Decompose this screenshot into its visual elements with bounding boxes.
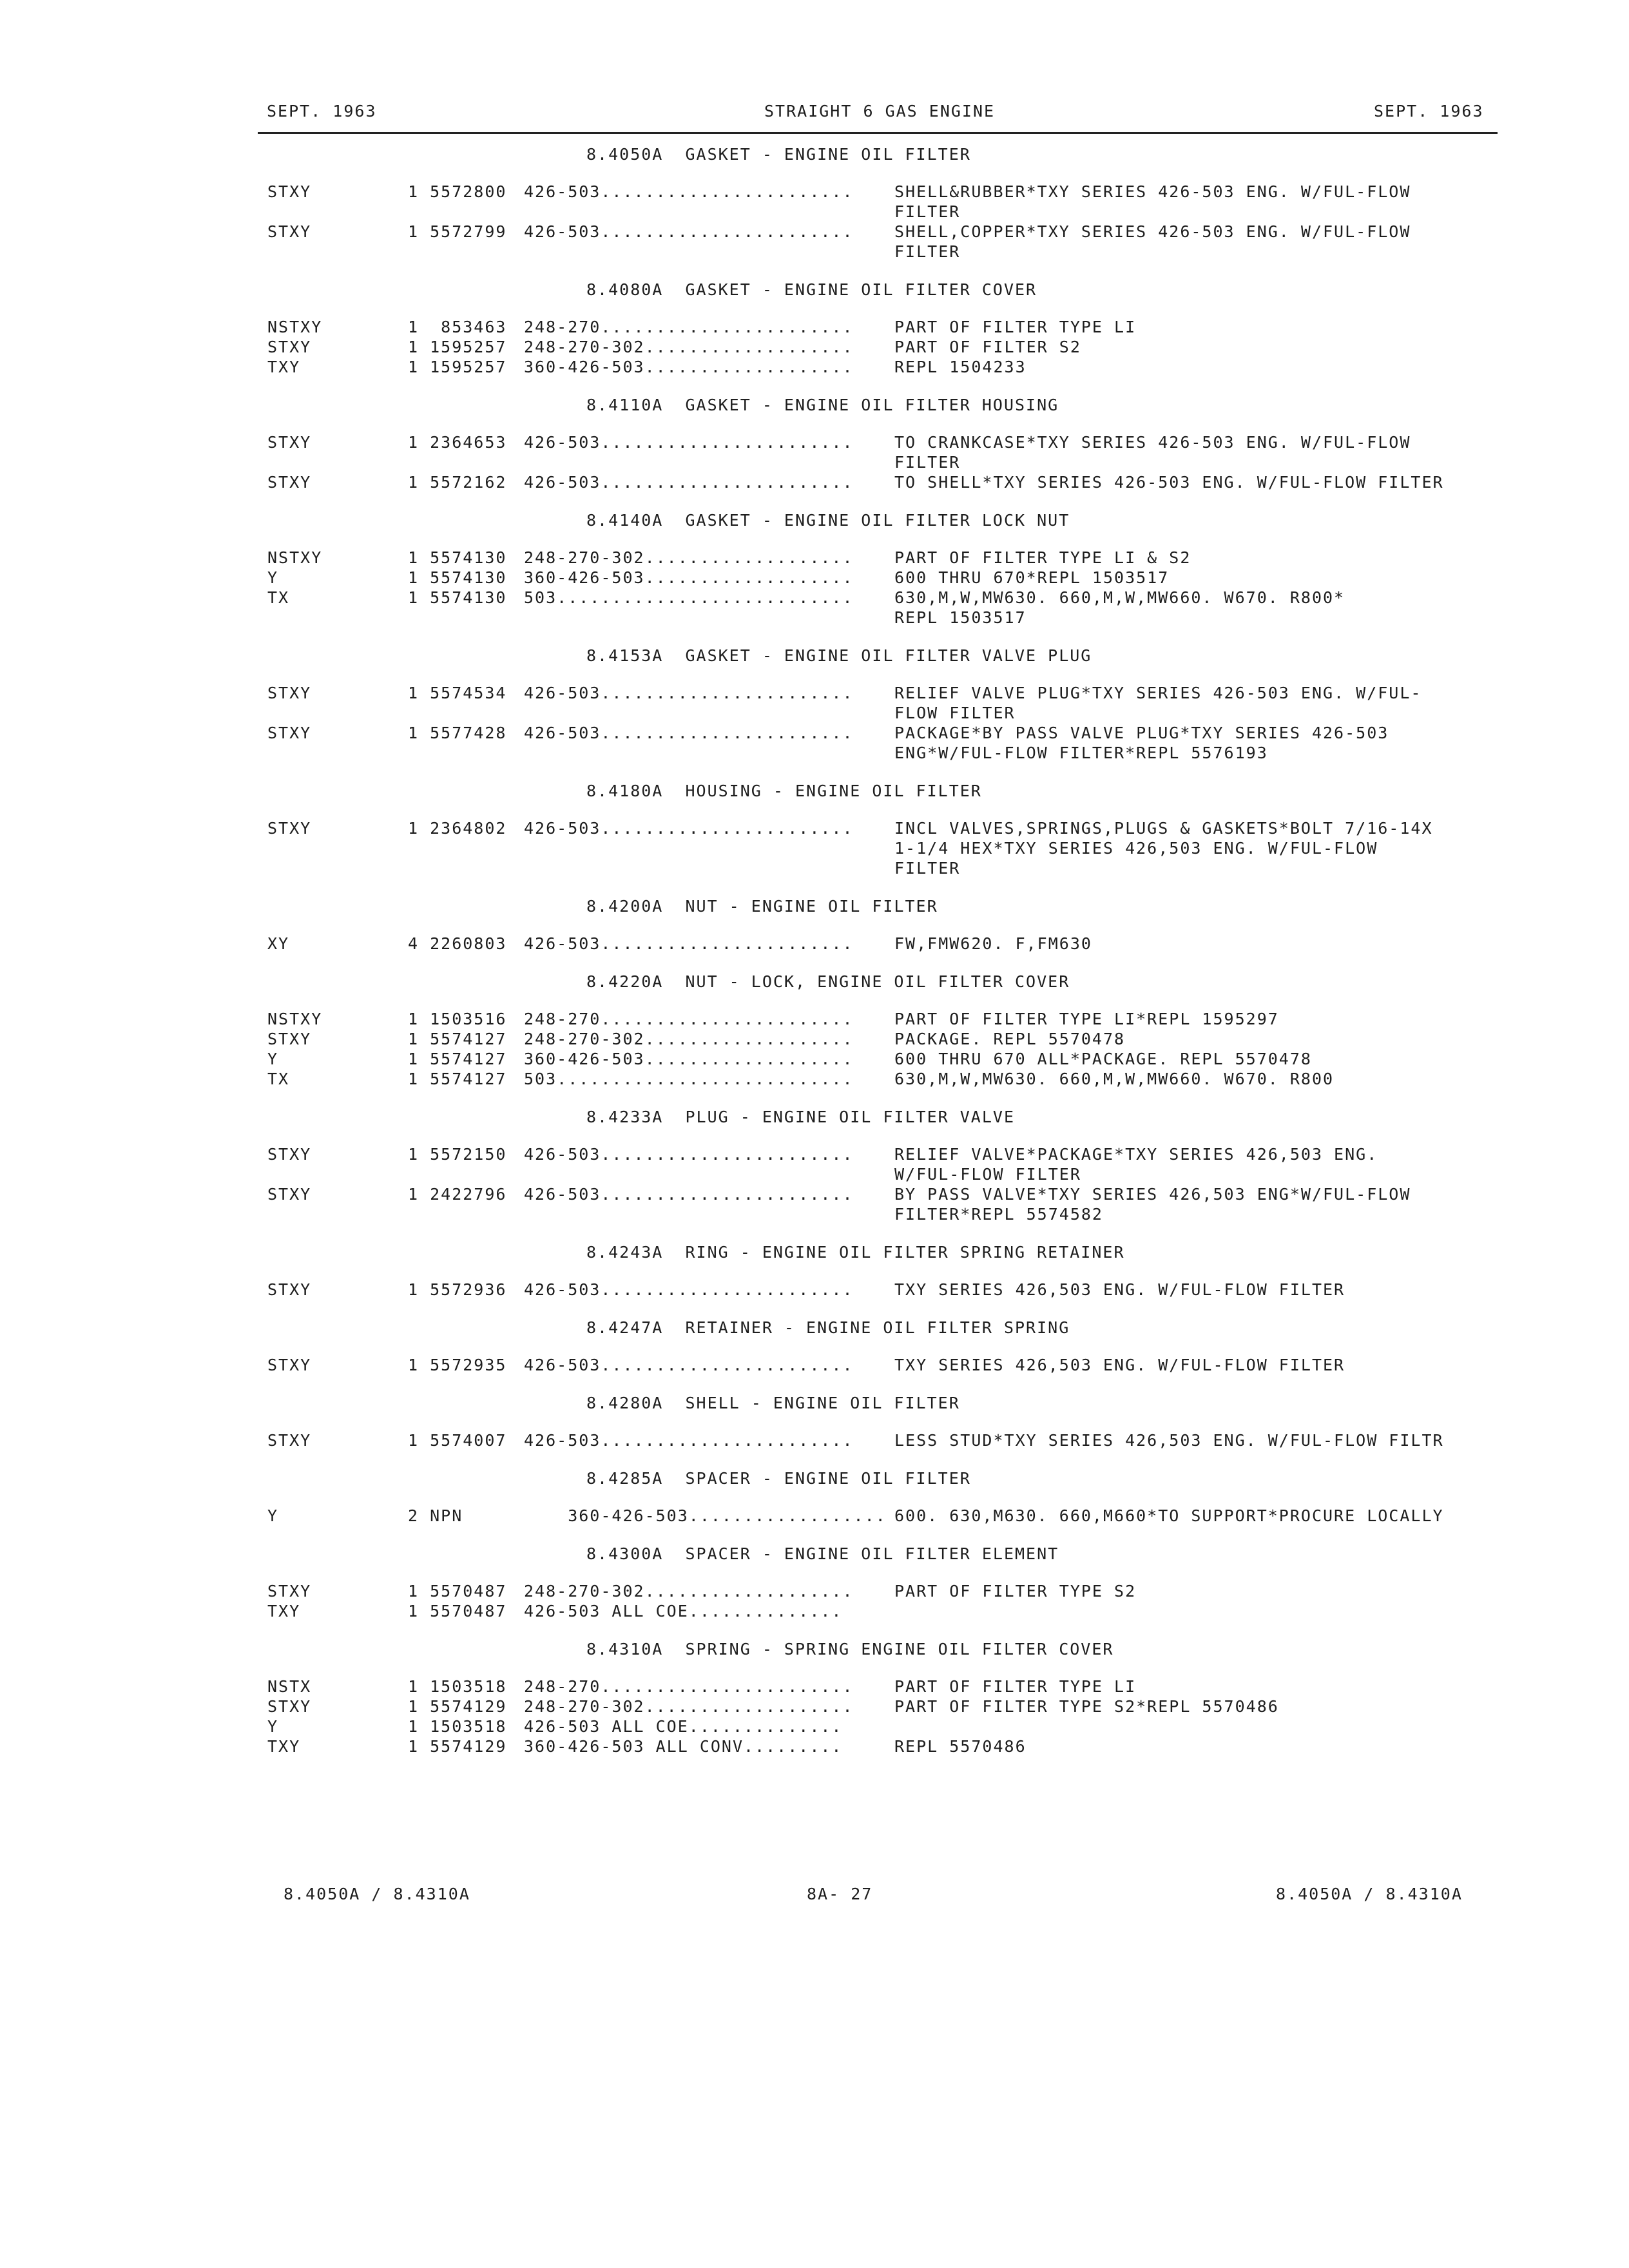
part-entry-row (0, 568, 1629, 588)
model-code: Y (267, 1506, 279, 1525)
part-description: 630,M,W,MW630. 660,M,W,MW660. W670. R800* (894, 588, 1345, 607)
section-spacer (0, 377, 1629, 392)
application-range: 426-503....................... (524, 1431, 854, 1450)
description-continuation: FILTER (894, 859, 961, 878)
section-title: 8.4280A SHELL - ENGINE OIL FILTER (586, 1394, 960, 1412)
application-range: 426-503....................... (524, 1356, 854, 1374)
part-entry (0, 818, 1629, 878)
part-description: TXY SERIES 426,503 ENG. W/FUL-FLOW FILTER (894, 1356, 1345, 1374)
part-description (894, 1601, 1497, 1621)
section-spacer (0, 954, 1629, 969)
section-title: 8.4310A SPRING - SPRING ENGINE OIL FILTER COVER (586, 1640, 1114, 1658)
part-description: BY PASS VALVE*TXY SERIES 426,503 ENG*W/FUL-FLOW (894, 1185, 1411, 1204)
section-title: 8.4243A RING - ENGINE OIL FILTER SPRING RETAINER (586, 1243, 1125, 1262)
application-range: 426-503 ALL COE.............. (524, 1717, 843, 1736)
model-code: STXY (267, 684, 312, 702)
section-spacer (0, 492, 1629, 508)
part-section (0, 1541, 1629, 1637)
quantity-part-number: 1 5574127 (408, 1070, 507, 1088)
part-entry (0, 568, 1629, 588)
model-code: STXY (267, 724, 312, 742)
quantity-part-number: 1 1503516 (408, 1010, 507, 1028)
application-range: 426-503....................... (524, 1280, 854, 1299)
part-entry (0, 723, 1629, 763)
quantity-part-number: 1 5574127 (408, 1050, 507, 1068)
part-description: RELIEF VALVE PLUG*TXY SERIES 426-503 ENG. W/FUL- (894, 684, 1422, 702)
model-code: NSTXY (267, 318, 323, 336)
part-entry (0, 1581, 1629, 1601)
part-entry (0, 1355, 1629, 1375)
section-title: 8.4220A NUT - LOCK, ENGINE OIL FILTER COVER (586, 972, 1070, 991)
part-section (0, 142, 1629, 277)
part-entry-row (0, 588, 1629, 608)
model-code: NSTXY (267, 548, 323, 567)
part-entry-row (0, 1696, 1629, 1716)
model-code: NSTX (267, 1677, 312, 1696)
quantity-part-number: 1 5570487 (408, 1602, 507, 1620)
part-entry-row (0, 222, 1629, 242)
part-entry (0, 934, 1629, 954)
part-description: 600 THRU 670 ALL*PACKAGE. REPL 5570478 (894, 1050, 1312, 1068)
part-description: TO CRANKCASE*TXY SERIES 426-503 ENG. W/FUL-FLOW (894, 433, 1411, 452)
part-section (0, 1390, 1629, 1466)
part-description: 600. 630,M630. 660,M660*TO SUPPORT*PROCURE LOCALLY (894, 1506, 1444, 1525)
part-entry (0, 1736, 1629, 1756)
model-code: STXY (267, 433, 312, 452)
part-description: REPL 5570486 (894, 1737, 1027, 1756)
section-spacer (0, 1756, 1629, 1772)
application-range: 426-503....................... (524, 473, 854, 492)
quantity-part-number: 1 5570487 (408, 1582, 507, 1600)
application-range: 503........................... (524, 588, 854, 607)
description-continuation: FLOW FILTER (894, 704, 1016, 722)
model-code: STXY (267, 1030, 312, 1048)
part-description: INCL VALVES,SPRINGS,PLUGS & GASKETS*BOLT 7/16-14X (894, 819, 1433, 838)
part-description: PART OF FILTER TYPE LI*REPL 1595297 (894, 1010, 1279, 1028)
parts-sections (0, 142, 1629, 1772)
quantity-part-number: 1 5574129 (408, 1737, 507, 1756)
header-title: STRAIGHT 6 GAS ENGINE (764, 102, 996, 120)
model-code: STXY (267, 819, 312, 838)
part-entry-row (0, 1009, 1629, 1029)
part-entry-row (0, 818, 1629, 838)
part-section (0, 1240, 1629, 1315)
part-entry (0, 1280, 1629, 1300)
header-date-left: SEPT. 1963 (267, 102, 377, 120)
section-spacer (0, 1089, 1629, 1104)
part-section (0, 277, 1629, 392)
quantity-part-number: 2 NPN (408, 1506, 463, 1525)
application-range: 248-270-302................... (524, 338, 854, 356)
part-entry (0, 337, 1629, 357)
part-description: PART OF FILTER TYPE LI (894, 318, 1137, 336)
part-entry-row (0, 317, 1629, 337)
part-description: FW,FMW620. F,FM630 (894, 934, 1092, 953)
part-description: SHELL&RUBBER*TXY SERIES 426-503 ENG. W/FUL-FLOW (894, 182, 1411, 201)
part-description: 600 THRU 670*REPL 1503517 (894, 568, 1170, 587)
model-code: TXY (267, 358, 301, 376)
part-entry (0, 182, 1629, 222)
quantity-part-number: 1 2364802 (408, 819, 507, 838)
description-continuation: 1-1/4 HEX*TXY SERIES 426,503 ENG. W/FUL-FLOW (894, 839, 1378, 858)
part-entry (0, 222, 1629, 262)
part-entry-row (0, 1601, 1629, 1621)
part-entry-row (0, 1716, 1629, 1736)
application-range: 426-503....................... (524, 684, 854, 702)
part-section (0, 778, 1629, 894)
part-description: PACKAGE*BY PASS VALVE PLUG*TXY SERIES 426-503 (894, 724, 1389, 742)
part-description: LESS STUD*TXY SERIES 426,503 ENG. W/FUL-FLOW FILTR (894, 1431, 1444, 1450)
section-spacer (0, 1450, 1629, 1466)
part-entry (0, 1430, 1629, 1450)
application-range: 248-270-302................... (524, 1697, 854, 1716)
part-description: SHELL,COPPER*TXY SERIES 426-503 ENG. W/FUL-FLOW (894, 222, 1411, 241)
model-code: TXY (267, 1737, 301, 1756)
application-range: 426-503....................... (524, 1185, 854, 1204)
part-entry (0, 1029, 1629, 1049)
description-continuation: FILTER (894, 202, 961, 221)
description-continuation: FILTER*REPL 5574582 (894, 1205, 1103, 1224)
part-entry-row (0, 548, 1629, 568)
part-description: PACKAGE. REPL 5570478 (894, 1030, 1126, 1048)
part-entry-row (0, 1736, 1629, 1756)
section-title: 8.4300A SPACER - ENGINE OIL FILTER ELEMENT (586, 1544, 1059, 1563)
description-continuation: ENG*W/FUL-FLOW FILTER*REPL 5576193 (894, 744, 1268, 762)
application-range: 426-503....................... (524, 934, 854, 953)
description-continuation: REPL 1503517 (894, 608, 1027, 627)
section-spacer (0, 1621, 1629, 1637)
application-range: 360-426-503................... (524, 1050, 854, 1068)
section-title: 8.4080A GASKET - ENGINE OIL FILTER COVER (586, 280, 1037, 299)
model-code: TX (267, 588, 290, 607)
quantity-part-number: 1 5572935 (408, 1356, 507, 1374)
quantity-part-number: 1 5572150 (408, 1145, 507, 1164)
section-title: 8.4285A SPACER - ENGINE OIL FILTER (586, 1469, 971, 1488)
part-section (0, 1315, 1629, 1390)
part-entry (0, 1144, 1629, 1184)
part-entry-row (0, 337, 1629, 357)
section-title: 8.4247A RETAINER - ENGINE OIL FILTER SPRING (586, 1318, 1070, 1337)
quantity-part-number: 1 1595257 (408, 358, 507, 376)
part-entry (0, 548, 1629, 568)
part-description: PART OF FILTER S2 (894, 338, 1081, 356)
section-spacer (0, 628, 1629, 643)
model-code: STXY (267, 338, 312, 356)
quantity-part-number: 1 5572799 (408, 222, 507, 241)
description-continuation: FILTER (894, 453, 961, 472)
part-entry-row (0, 1049, 1629, 1069)
quantity-part-number: 1 5574007 (408, 1431, 507, 1450)
section-spacer (0, 262, 1629, 277)
part-entry-row (0, 432, 1629, 452)
part-description: 630,M,W,MW630. 660,M,W,MW660. W670. R800 (894, 1070, 1335, 1088)
model-code: STXY (267, 182, 312, 201)
quantity-part-number: 1 2422796 (408, 1185, 507, 1204)
quantity-part-number: 1 1503518 (408, 1677, 507, 1696)
part-entry (0, 1049, 1629, 1069)
part-entry (0, 1009, 1629, 1029)
application-range: 426-503 ALL COE.............. (524, 1602, 843, 1620)
quantity-part-number: 1 5574127 (408, 1030, 507, 1048)
part-description: TO SHELL*TXY SERIES 426-503 ENG. W/FUL-FLOW FILTER (894, 473, 1444, 492)
model-code: STXY (267, 222, 312, 241)
part-entry-row (0, 357, 1629, 377)
header-rule (258, 132, 1498, 134)
part-entry-row (0, 472, 1629, 492)
section-title: 8.4110A GASKET - ENGINE OIL FILTER HOUSING (586, 396, 1059, 414)
part-entry-row (0, 1506, 1629, 1526)
model-code: STXY (267, 1582, 312, 1600)
part-entry (0, 1696, 1629, 1716)
quantity-part-number: 1 5572800 (408, 182, 507, 201)
quantity-part-number: 1 5572936 (408, 1280, 507, 1299)
section-title: 8.4233A PLUG - ENGINE OIL FILTER VALVE (586, 1108, 1015, 1126)
part-entry (0, 1716, 1629, 1736)
section-spacer (0, 1375, 1629, 1390)
section-spacer (0, 1300, 1629, 1315)
quantity-part-number: 1 1503518 (408, 1717, 507, 1736)
part-entry-row (0, 1581, 1629, 1601)
quantity-part-number: 1 5574130 (408, 548, 507, 567)
part-entry-row (0, 1184, 1629, 1204)
application-range: 248-270-302................... (524, 1030, 854, 1048)
section-title: 8.4140A GASKET - ENGINE OIL FILTER LOCK NUT (586, 511, 1070, 530)
application-range: 426-503....................... (524, 222, 854, 241)
section-spacer (0, 1224, 1629, 1240)
application-range: 360-426-503 ALL CONV......... (524, 1737, 843, 1756)
application-range: 248-270....................... (524, 1010, 854, 1028)
part-section (0, 1466, 1629, 1541)
part-description: PART OF FILTER TYPE S2*REPL 5570486 (894, 1697, 1279, 1716)
quantity-part-number: 1 5574129 (408, 1697, 507, 1716)
page-number: 8A- 27 (807, 1885, 873, 1903)
application-range: 360-426-503................... (524, 358, 854, 376)
part-section (0, 894, 1629, 969)
part-entry-row (0, 1677, 1629, 1696)
part-entry-row (0, 934, 1629, 954)
part-section (0, 1637, 1629, 1772)
model-code: NSTXY (267, 1010, 323, 1028)
part-entry-row (0, 1430, 1629, 1450)
part-entry-row (0, 1029, 1629, 1049)
model-code: STXY (267, 1356, 312, 1374)
application-range: 426-503....................... (524, 724, 854, 742)
model-code: STXY (267, 1145, 312, 1164)
application-range: 426-503....................... (524, 819, 854, 838)
application-range: 248-270....................... (524, 1677, 854, 1696)
part-description: PART OF FILTER TYPE S2 (894, 1582, 1137, 1600)
model-code: Y (267, 1717, 279, 1736)
application-range: 426-503....................... (524, 1145, 854, 1164)
part-description: RELIEF VALVE*PACKAGE*TXY SERIES 426,503 ENG. (894, 1145, 1378, 1164)
section-title: 8.4180A HOUSING - ENGINE OIL FILTER (586, 782, 982, 800)
footer-range-left: 8.4050A / 8.4310A (284, 1885, 470, 1903)
application-range: 248-270-302................... (524, 1582, 854, 1600)
application-range: 248-270....................... (524, 318, 854, 336)
application-range: 360-426-503................... (524, 568, 854, 587)
part-description: PART OF FILTER TYPE LI (894, 1677, 1137, 1696)
section-title: 8.4200A NUT - ENGINE OIL FILTER (586, 897, 938, 916)
model-code: STXY (267, 1280, 312, 1299)
part-entry-row (0, 182, 1629, 202)
model-code: TX (267, 1070, 290, 1088)
footer-range-right: 8.4050A / 8.4310A (1276, 1885, 1463, 1903)
quantity-part-number: 1 5574534 (408, 684, 507, 702)
part-entry-row (0, 1144, 1629, 1164)
application-range: 426-503....................... (524, 433, 854, 452)
model-code: STXY (267, 1697, 312, 1716)
model-code: Y (267, 1050, 279, 1068)
application-range: 426-503....................... (524, 182, 854, 201)
section-title: 8.4050A GASKET - ENGINE OIL FILTER (586, 145, 971, 164)
model-code: TXY (267, 1602, 301, 1620)
part-entry (0, 1677, 1629, 1696)
quantity-part-number: 1 2364653 (408, 433, 507, 452)
header-date-right: SEPT. 1963 (1374, 102, 1484, 120)
quantity-part-number: 1 5574130 (408, 568, 507, 587)
application-range: 503........................... (524, 1070, 854, 1088)
part-section (0, 643, 1629, 778)
quantity-part-number: 1 853463 (408, 318, 507, 336)
model-code: STXY (267, 1431, 312, 1450)
model-code: XY (267, 934, 290, 953)
part-description: REPL 1504233 (894, 358, 1027, 376)
part-section (0, 969, 1629, 1104)
model-code: Y (267, 568, 279, 587)
model-code: STXY (267, 473, 312, 492)
part-section (0, 508, 1629, 643)
quantity-part-number: 1 5577428 (408, 724, 507, 742)
part-entry-row (0, 1069, 1629, 1089)
quantity-part-number: 4 2260803 (408, 934, 507, 953)
part-entry-row (0, 723, 1629, 743)
description-continuation: W/FUL-FLOW FILTER (894, 1165, 1081, 1184)
part-entry (0, 1506, 1629, 1526)
part-entry-row (0, 1280, 1629, 1300)
section-title: 8.4153A GASKET - ENGINE OIL FILTER VALVE PLUG (586, 646, 1092, 665)
quantity-part-number: 1 1595257 (408, 338, 507, 356)
part-entry (0, 1184, 1629, 1224)
part-entry (0, 588, 1629, 628)
part-entry (0, 1601, 1629, 1621)
quantity-part-number: 1 5574130 (408, 588, 507, 607)
part-entry-row (0, 1355, 1629, 1375)
part-entry (0, 683, 1629, 723)
description-continuation: FILTER (894, 242, 961, 261)
part-entry (0, 357, 1629, 377)
part-entry (0, 1069, 1629, 1089)
section-spacer (0, 878, 1629, 894)
part-entry (0, 432, 1629, 472)
section-spacer (0, 1526, 1629, 1541)
application-range: 248-270-302................... (524, 548, 854, 567)
part-description: TXY SERIES 426,503 ENG. W/FUL-FLOW FILTER (894, 1280, 1345, 1299)
application-range: 360-426-503.................. (524, 1506, 887, 1525)
part-entry-row (0, 683, 1629, 703)
section-spacer (0, 763, 1629, 778)
part-section (0, 1104, 1629, 1240)
part-description (894, 1716, 1497, 1736)
model-code: STXY (267, 1185, 312, 1204)
part-section (0, 392, 1629, 508)
quantity-part-number: 1 5572162 (408, 473, 507, 492)
part-description: PART OF FILTER TYPE LI & S2 (894, 548, 1191, 567)
part-entry (0, 472, 1629, 492)
part-entry (0, 317, 1629, 337)
